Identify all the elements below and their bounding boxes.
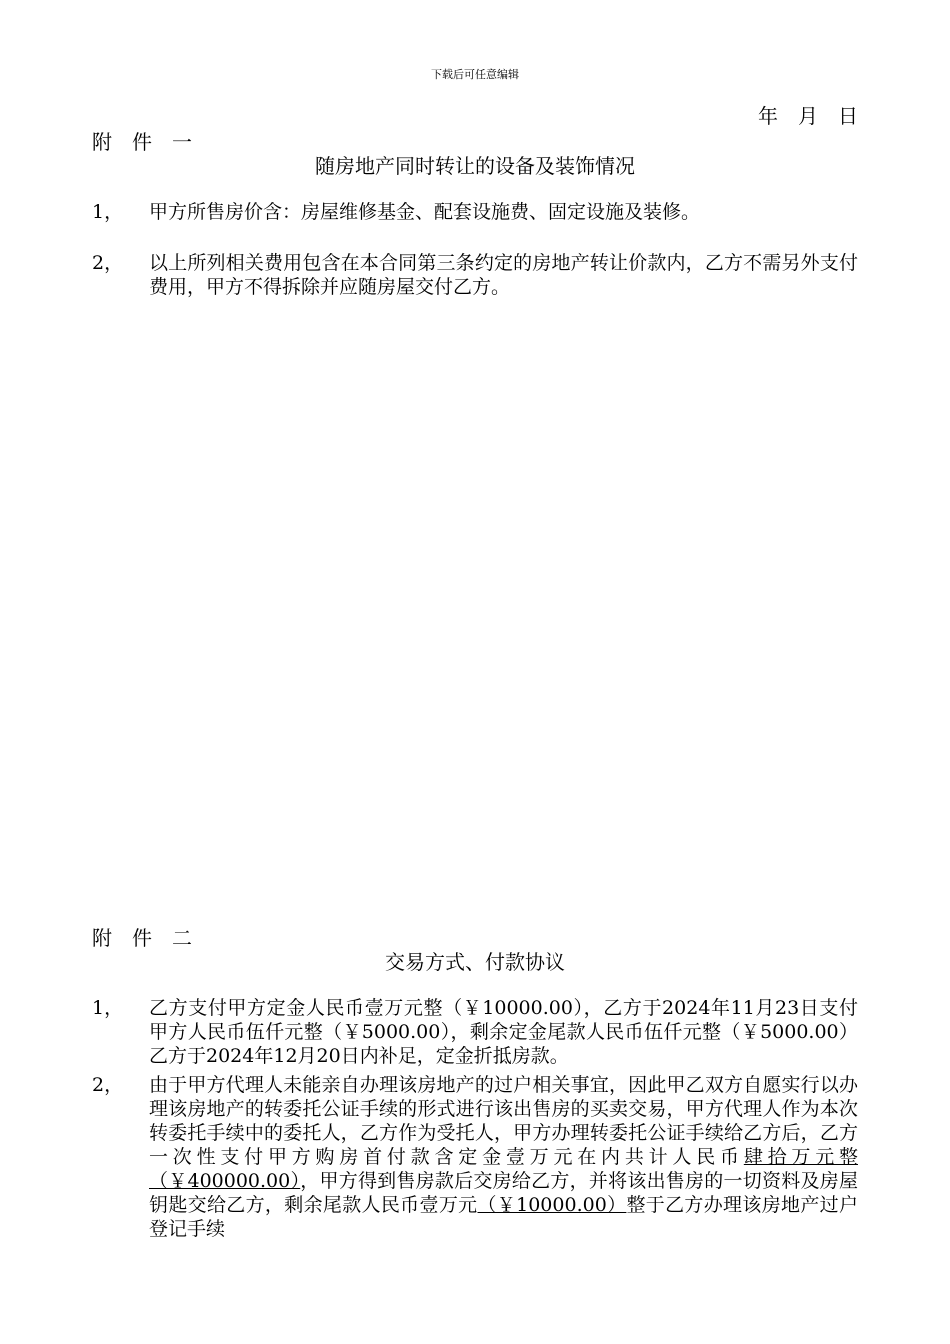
item-text-part: ，甲方得到售房款后交房给乙方，并将该出售房的一切资料及房屋钥匙交给乙方，剩余尾款人民币壹万元 [149, 1170, 858, 1216]
annex-two-item-1 [92, 996, 858, 1068]
annex-label-char: 件 [132, 926, 154, 950]
underlined-amount: 肆拾万元整（￥400000.00） [149, 1146, 858, 1192]
annex-label-char: 二 [172, 926, 194, 950]
annex-two-title: 交易方式、付款协议 [385, 950, 565, 974]
item-number: 2， [92, 1074, 124, 1096]
annex-label-char: 一 [172, 130, 194, 154]
annex-label-char: 附 [92, 926, 114, 950]
header-note: 下载后可任意编辑 [431, 68, 519, 81]
item-text: 甲方所售房价含：房屋维修基金、配套设施费、固定设施及装修。 [149, 201, 701, 223]
item-text [149, 1073, 858, 1241]
annex-one-item-1 [92, 200, 858, 224]
date-line: 年 月 日 [758, 104, 858, 128]
item-number: 1， [92, 201, 124, 223]
item-text-part: 由于甲方代理人未能亲自办理该房地产的过户相关事宜，因此甲乙双方自愿实行以办理该房地产的转委托公证手续的形式进行该出售房的买卖交易，甲方代理人作为本次转委托手续中的委托人，乙方作为受托人，甲方办理转委托公证手续给乙方后，乙方一次性支付甲方购房首付款含定金壹万元在内共计人民币 [149, 1074, 858, 1168]
item-number: 2， [92, 252, 124, 274]
annex-label-char: 件 [132, 130, 154, 154]
annex-one-title: 随房地产同时转让的设备及装饰情况 [315, 154, 635, 178]
annex-one-item-2 [92, 251, 858, 299]
item-number: 1， [92, 997, 124, 1019]
item-text: 以上所列相关费用包含在本合同第三条约定的房地产转让价款内，乙方不需另外支付费用，甲方不得拆除并应随房屋交付乙方。 [149, 252, 858, 298]
underlined-amount: （￥10000.00） [477, 1194, 627, 1216]
item-text: 乙方支付甲方定金人民币壹万元整（￥10000.00），乙方于2024年11月23日支付甲方人民币伍仟元整（￥5000.00），剩余定金尾款人民币伍仟元整（￥5000.00）乙方于2024年12月20日内补足，定金折抵房款。 [149, 997, 858, 1067]
item-text-part: 整于乙方办理该房地产过户登记手续 [149, 1194, 858, 1240]
annex-two-item-2 [92, 1073, 858, 1241]
annex-label-char: 附 [92, 130, 114, 154]
